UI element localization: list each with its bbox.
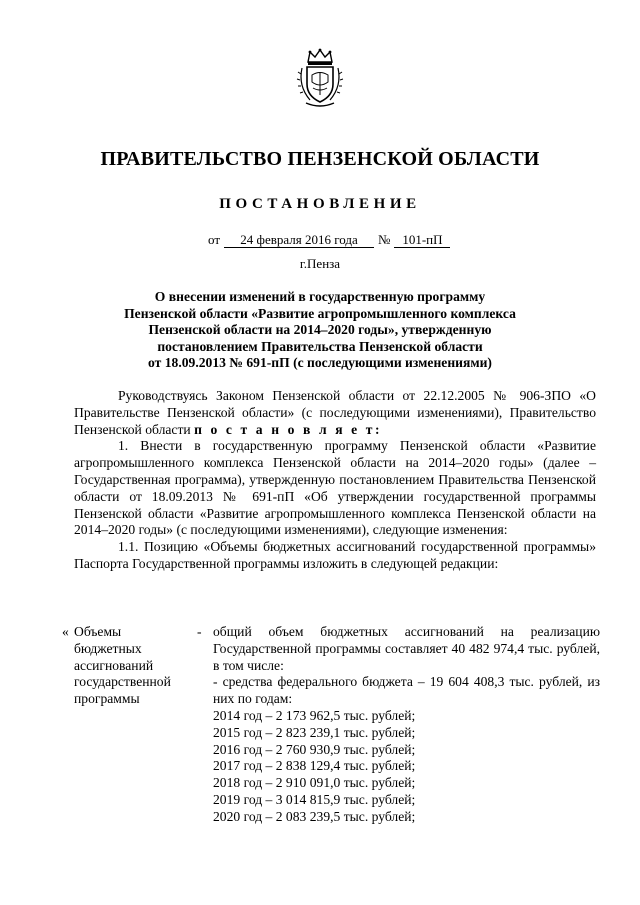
year-row: 2018 год – 2 910 091,0 тыс. рублей; bbox=[213, 775, 416, 791]
year-row: 2019 год – 3 014 815,9 тыс. рублей; bbox=[213, 791, 416, 807]
label-line: бюджетных bbox=[74, 640, 142, 656]
label-line: ассигнований bbox=[74, 657, 154, 673]
number-prefix: № bbox=[378, 232, 391, 247]
item-1: 1. Внести в государственную программу Пензенской области «Развитие агропромышленного комплекса Пензенской области на 2014–2020 годы» (далее – Государственная программа), утвержденную постановлением Правительства Пензенской области от 18.09.2013 № 691-пП «Об утверждении государственной программы Пензенской области «Развитие агропромышленного комплекса Пензенской области на 2014–2020 годы» (с последующими изменениями), следующие изменения: bbox=[74, 438, 596, 538]
passport-content bbox=[213, 624, 600, 826]
federal-budget: - средства федерального бюджета – 19 604 408,3 тыс. рублей, из них по годам: bbox=[213, 674, 600, 707]
item-1-1: 1.1. Позицию «Объемы бюджетных ассигнований государственной программы» Паспорта Государственной программы изложить в следующей редакции: bbox=[74, 539, 596, 571]
preamble-paragraph bbox=[74, 388, 596, 438]
organization-title: ПРАВИТЕЛЬСТВО ПЕНЗЕНСКОЙ ОБЛАСТИ bbox=[100, 148, 540, 170]
preamble-text: Руководствуясь Законом Пензенской области от 22.12.2005 № 906-ЗПО «О Правительстве Пензенской области» (с последующими изменениями), Правительство Пензенской области bbox=[74, 388, 596, 437]
total-budget: общий объем бюджетных ассигнований на реализацию Государственной программы составляет 40 482 974,4 тыс. рублей, в том числе: bbox=[213, 624, 600, 673]
year-row: 2016 год – 2 760 930,9 тыс. рублей; bbox=[213, 741, 416, 757]
document-body bbox=[74, 388, 596, 573]
document-date: 24 февраля 2016 года bbox=[224, 233, 374, 248]
label-line: государственной bbox=[74, 674, 171, 690]
year-row: 2020 год – 2 083 239,5 тыс. рублей; bbox=[213, 808, 416, 824]
passport-label bbox=[74, 624, 194, 708]
resolves-word: п о с т а н о в л я е т: bbox=[194, 421, 383, 437]
opening-quote: « bbox=[62, 624, 69, 639]
subject-line: от 18.09.2013 № 691-пП (с последующими изменениями) bbox=[148, 355, 492, 371]
document-number: 101-пП bbox=[394, 233, 450, 248]
subject-line: Пензенской области на 2014–2020 годы», утвержденную bbox=[148, 322, 492, 338]
subject-line: О внесении изменений в государственную программу bbox=[154, 289, 486, 304]
subject-line: Пензенской области «Развитие агропромышленного комплекса bbox=[124, 305, 516, 321]
document-subject bbox=[90, 289, 550, 372]
year-row: 2017 год – 2 838 129,4 тыс. рублей; bbox=[213, 758, 416, 774]
date-prefix: от bbox=[208, 232, 221, 247]
date-number-line bbox=[208, 232, 450, 248]
year-row: 2014 год – 2 173 962,5 тыс. рублей; bbox=[213, 707, 416, 723]
document-type: ПОСТАНОВЛЕНИЕ bbox=[219, 196, 421, 212]
subject-line: постановлением Правительства Пензенской области bbox=[157, 338, 483, 354]
year-row: 2015 год – 2 823 239,1 тыс. рублей; bbox=[213, 724, 416, 740]
coat-of-arms-icon bbox=[296, 48, 344, 110]
label-dash: - bbox=[197, 624, 202, 639]
label-line: программы bbox=[74, 691, 140, 707]
city: г.Пенза bbox=[299, 256, 341, 271]
label-line: Объемы bbox=[74, 624, 122, 639]
